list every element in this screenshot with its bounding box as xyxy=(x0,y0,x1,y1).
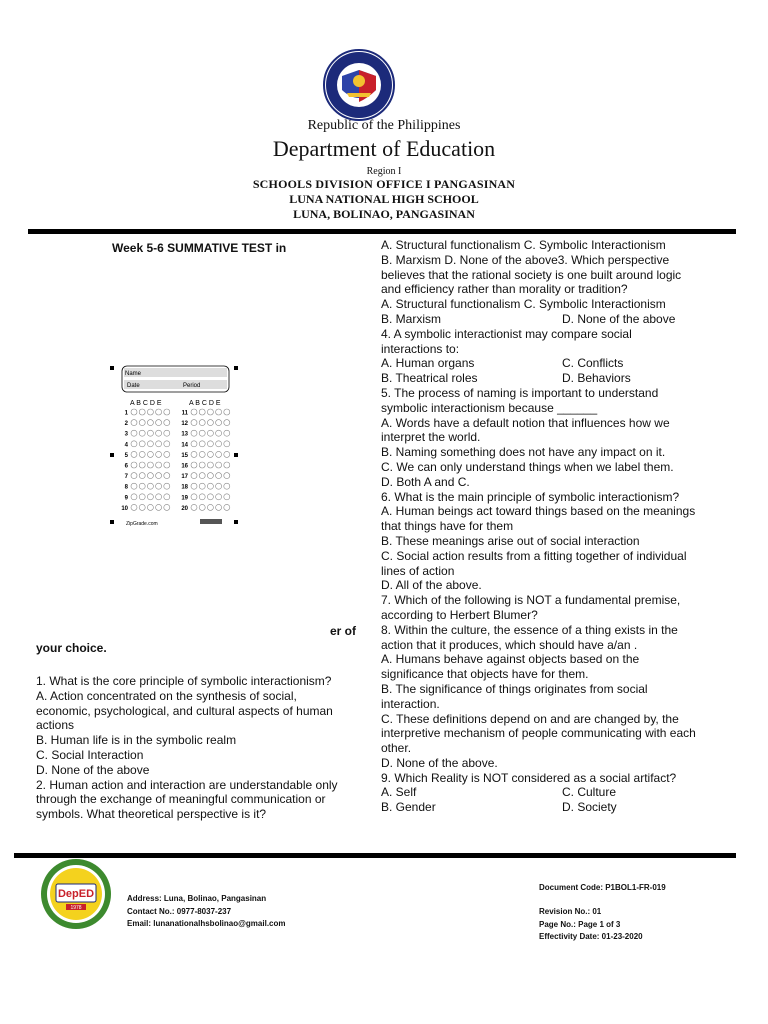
option: A. Self xyxy=(381,785,417,800)
answer-bubble xyxy=(164,430,170,436)
answer-bubble xyxy=(199,494,205,500)
column-header-right: A B C D E xyxy=(189,400,221,407)
answer-bubble xyxy=(191,473,197,479)
answer-bubble xyxy=(139,494,145,500)
answer-bubble xyxy=(147,483,153,489)
question-number: 10 xyxy=(121,505,128,512)
text-line: economic, psychological, and cultural aspects of human xyxy=(36,703,333,718)
answer-bubble xyxy=(207,462,213,468)
text-line: 4. A symbolic interactionist may compare social xyxy=(381,326,632,341)
answer-bubble xyxy=(207,494,213,500)
text-line: and efficiency rather than morality or tradition? xyxy=(381,282,628,297)
answer-bubble xyxy=(216,494,222,500)
text-line: D. Both A and C. xyxy=(381,474,470,489)
registration-mark xyxy=(110,453,114,457)
option-row xyxy=(381,785,719,800)
answer-bubble xyxy=(216,451,222,457)
instruction-end: your choice. xyxy=(36,641,107,655)
answer-bubble xyxy=(156,420,162,426)
option-row xyxy=(381,371,719,386)
answer-bubble xyxy=(191,409,197,415)
answer-bubble xyxy=(139,504,145,510)
answer-bubble xyxy=(164,494,170,500)
email-text: Email: lunanationalhsbolinao@gmail.com xyxy=(127,919,286,928)
document-info-block xyxy=(539,906,643,944)
answer-bubble xyxy=(199,504,205,510)
answer-bubble xyxy=(139,430,145,436)
text-line: symbols. What theoretical perspective is it? xyxy=(36,807,267,822)
answer-bubble xyxy=(147,430,153,436)
answer-bubble xyxy=(191,451,197,457)
text-line: C. Social action results from a fitting together of individual xyxy=(381,548,687,563)
answer-bubble xyxy=(191,483,197,489)
answer-bubble xyxy=(139,462,145,468)
text-line: significance that objects have for them. xyxy=(381,667,589,682)
answer-bubble xyxy=(191,430,197,436)
answer-bubble xyxy=(216,430,222,436)
option: B. Theatrical roles xyxy=(381,371,478,386)
answer-bubble xyxy=(164,409,170,415)
school-heading: LUNA NATIONAL HIGH SCHOOL xyxy=(289,192,479,206)
right-questions xyxy=(381,238,719,815)
option-row xyxy=(381,312,719,327)
option: A. Human organs xyxy=(381,356,475,371)
answer-bubble xyxy=(191,420,197,426)
answer-bubble xyxy=(156,473,162,479)
question-number: 12 xyxy=(181,421,188,428)
question-number: 6 xyxy=(124,463,128,470)
question-number: 7 xyxy=(124,474,128,481)
answer-bubble xyxy=(191,462,197,468)
header-divider xyxy=(28,229,736,234)
question-number: 14 xyxy=(181,442,188,449)
school-seal-logo xyxy=(40,858,112,930)
answer-bubble xyxy=(191,494,197,500)
answer-bubble xyxy=(139,483,145,489)
text-line: C. We can only understand things when we label them. xyxy=(381,459,674,474)
text-line: 9. Which Reality is NOT considered as a social artifact? xyxy=(381,770,677,785)
period-label: Period xyxy=(183,383,201,389)
text-line: B. Naming something does not have any impact on it. xyxy=(381,445,666,460)
answer-bubble xyxy=(216,483,222,489)
question-number: 18 xyxy=(181,484,188,491)
answer-bubble xyxy=(199,451,205,457)
footer-divider xyxy=(14,853,736,858)
test-title: Week 5-6 SUMMATIVE TEST in xyxy=(112,241,287,255)
bubble-grid xyxy=(121,409,229,512)
text-line: B. Marxism D. None of the above3. Which perspective xyxy=(381,252,670,267)
answer-bubble xyxy=(131,409,137,415)
option-row xyxy=(381,356,719,371)
text-line: C. Social Interaction xyxy=(36,747,144,762)
answer-bubble xyxy=(164,462,170,468)
answer-bubble xyxy=(131,451,137,457)
answer-bubble xyxy=(207,451,213,457)
contact-block xyxy=(127,893,286,931)
text-line: actions xyxy=(36,718,75,733)
question-number: 17 xyxy=(181,474,188,481)
question-number: 20 xyxy=(181,505,188,512)
answer-sheet-image xyxy=(110,362,240,530)
text-line: interpretive mechanism of people communicating with each xyxy=(381,726,696,741)
text-line: A. Structural functionalism C. Symbolic Interactionism xyxy=(381,238,666,252)
text-line: 5. The process of naming is important to understand xyxy=(381,385,659,400)
answer-bubble xyxy=(147,409,153,415)
answer-bubble xyxy=(216,420,222,426)
answer-bubble xyxy=(207,430,213,436)
answer-bubble xyxy=(199,430,205,436)
answer-bubble xyxy=(224,462,230,468)
answer-bubble xyxy=(131,504,137,510)
deped-seal-logo xyxy=(322,48,396,122)
question-number: 9 xyxy=(124,495,128,502)
answer-bubble xyxy=(147,420,153,426)
answer-bubble xyxy=(224,504,230,510)
answer-bubble xyxy=(156,441,162,447)
contact-text: Contact No.: 0977-8037-237 xyxy=(127,906,232,916)
text-line: A. Structural functionalism C. Symbolic Interactionism xyxy=(381,297,666,312)
region-heading: Region I xyxy=(366,166,402,177)
answer-bubble xyxy=(199,473,205,479)
effectivity-text: Effectivity Date: 01-23-2020 xyxy=(539,932,643,941)
text-line: symbolic interactionism because ______ xyxy=(381,400,598,415)
text-line: according to Herbert Blumer? xyxy=(381,607,538,622)
address-text: Address: Luna, Bolinao, Pangasinan xyxy=(127,894,267,903)
text-line: C. These definitions depend on and are changed by, the xyxy=(381,711,679,726)
question-number: 16 xyxy=(181,463,188,470)
text-line: A. Humans behave against objects based on the xyxy=(381,652,640,667)
answer-bubble xyxy=(147,441,153,447)
text-line: D. None of the above. xyxy=(381,755,498,770)
option: D. Society xyxy=(562,800,617,815)
answer-bubble xyxy=(156,409,162,415)
question-number: 5 xyxy=(124,452,128,459)
question-number: 2 xyxy=(124,421,128,428)
answer-bubble xyxy=(199,420,205,426)
answer-bubble xyxy=(191,504,197,510)
answer-bubble xyxy=(207,441,213,447)
answer-bubble xyxy=(164,483,170,489)
registration-mark xyxy=(110,520,114,524)
answer-bubble xyxy=(199,441,205,447)
option: D. Behaviors xyxy=(562,371,631,386)
answer-bubble xyxy=(224,409,230,415)
division-heading: SCHOOLS DIVISION OFFICE I PANGASINAN xyxy=(252,177,516,191)
answer-bubble xyxy=(147,494,153,500)
instruction-fragment: er of xyxy=(330,624,357,638)
answer-bubble xyxy=(139,451,145,457)
text-line: interactions to: xyxy=(381,341,460,356)
answer-bubble xyxy=(224,430,230,436)
text-line: 8. Within the culture, the essence of a thing exists in the xyxy=(381,622,678,637)
answer-bubble xyxy=(216,409,222,415)
answer-bubble xyxy=(156,483,162,489)
seal-year: 1978 xyxy=(70,905,82,911)
option: C. Culture xyxy=(562,785,617,800)
answer-bubble xyxy=(224,441,230,447)
question-number: 13 xyxy=(181,431,188,438)
option: C. Conflicts xyxy=(562,356,624,371)
answer-bubble xyxy=(156,494,162,500)
text-line: lines of action xyxy=(381,563,455,578)
answer-bubble xyxy=(131,430,137,436)
text-line: that things have for them xyxy=(381,519,514,534)
registration-mark xyxy=(110,366,114,370)
answer-bubble xyxy=(139,409,145,415)
option: B. Gender xyxy=(381,800,436,815)
answer-bubble xyxy=(131,494,137,500)
answer-bubble xyxy=(164,473,170,479)
name-label: Name xyxy=(125,371,142,377)
answer-bubble xyxy=(216,462,222,468)
answer-bubble xyxy=(207,483,213,489)
left-questions xyxy=(36,674,354,822)
answer-bubble xyxy=(147,451,153,457)
question-number: 11 xyxy=(181,410,188,417)
answer-bubble xyxy=(216,441,222,447)
text-line: 1. What is the core principle of symbolic interactionism? xyxy=(36,674,332,688)
text-line: B. These meanings arise out of social interaction xyxy=(381,533,640,548)
answer-bubble xyxy=(147,473,153,479)
answer-bubble xyxy=(131,420,137,426)
text-line: action that it produces, which should have a/an . xyxy=(381,637,638,652)
text-line: through the exchange of meaningful communication or xyxy=(36,792,326,807)
text-line: 2. Human action and interaction are understandable only xyxy=(36,777,338,792)
question-number: 19 xyxy=(181,495,188,502)
answer-bubble xyxy=(224,483,230,489)
text-line: A. Human beings act toward things based on the meanings xyxy=(381,504,696,519)
text-line: D. All of the above. xyxy=(381,578,482,593)
text-line: other. xyxy=(381,741,412,756)
department-heading: Department of Education xyxy=(272,136,496,161)
answer-bubble xyxy=(164,504,170,510)
answer-bubble xyxy=(207,473,213,479)
answer-bubble xyxy=(224,420,230,426)
question-number: 8 xyxy=(124,484,128,491)
text-line: 6. What is the main principle of symbolic interactionism? xyxy=(381,489,680,504)
answer-bubble xyxy=(164,420,170,426)
answer-bubble xyxy=(199,462,205,468)
answer-bubble xyxy=(147,462,153,468)
answer-bubble xyxy=(147,504,153,510)
text-line: A. Words have a default notion that influences how we xyxy=(381,415,670,430)
answer-bubble xyxy=(156,451,162,457)
option: B. Marxism xyxy=(381,311,441,326)
text-line: 7. Which of the following is NOT a fundamental premise, xyxy=(381,593,681,608)
registration-mark xyxy=(234,520,238,524)
text-line: B. Human life is in the symbolic realm xyxy=(36,733,237,748)
text-line: A. Action concentrated on the synthesis of social, xyxy=(36,688,297,703)
answer-bubble xyxy=(216,504,222,510)
zipgrade-footer: ZipGrade.com xyxy=(126,521,158,527)
location-heading: LUNA, BOLINAO, PANGASINAN xyxy=(293,207,475,221)
registration-mark xyxy=(234,366,238,370)
answer-bubble xyxy=(156,462,162,468)
answer-bubble xyxy=(207,504,213,510)
answer-bubble xyxy=(131,462,137,468)
answer-bubble xyxy=(164,451,170,457)
answer-bubble xyxy=(131,441,137,447)
seal-label: DepED xyxy=(57,888,95,900)
option-row xyxy=(381,800,719,815)
question-number: 1 xyxy=(124,410,128,417)
text-line: believes that the rational society is one built around logic xyxy=(381,267,682,282)
text-line: interpret the world. xyxy=(381,430,481,445)
revision-text: Revision No.: 01 xyxy=(539,907,602,916)
answer-bubble xyxy=(207,409,213,415)
answer-bubble xyxy=(191,441,197,447)
answer-bubble xyxy=(131,483,137,489)
answer-bubble xyxy=(224,451,230,457)
answer-bubble xyxy=(131,473,137,479)
answer-bubble xyxy=(139,473,145,479)
answer-bubble xyxy=(164,441,170,447)
document-code: Document Code: P1BOL1-FR-019 xyxy=(539,883,666,892)
answer-bubble xyxy=(199,483,205,489)
answer-bubble xyxy=(139,420,145,426)
answer-bubble xyxy=(139,441,145,447)
answer-bubble xyxy=(156,430,162,436)
column-header-left: A B C D E xyxy=(130,400,162,407)
date-label: Date xyxy=(127,383,140,389)
question-number: 3 xyxy=(124,431,128,438)
text-line: interaction. xyxy=(381,696,440,711)
answer-bubble xyxy=(207,420,213,426)
question-number: 15 xyxy=(181,452,188,459)
page-number-text: Page No.: Page 1 of 3 xyxy=(539,919,621,929)
answer-bubble xyxy=(224,473,230,479)
text-line: D. None of the above xyxy=(36,762,150,777)
text-line: B. The significance of things originates from social xyxy=(381,681,648,696)
answer-bubble xyxy=(156,504,162,510)
option: D. None of the above xyxy=(562,311,676,326)
registration-mark xyxy=(234,453,238,457)
answer-bubble xyxy=(224,494,230,500)
answer-bubble xyxy=(199,409,205,415)
republic-heading: Republic of the Philippines xyxy=(307,118,461,133)
answer-bubble xyxy=(216,473,222,479)
question-number: 4 xyxy=(124,442,128,449)
